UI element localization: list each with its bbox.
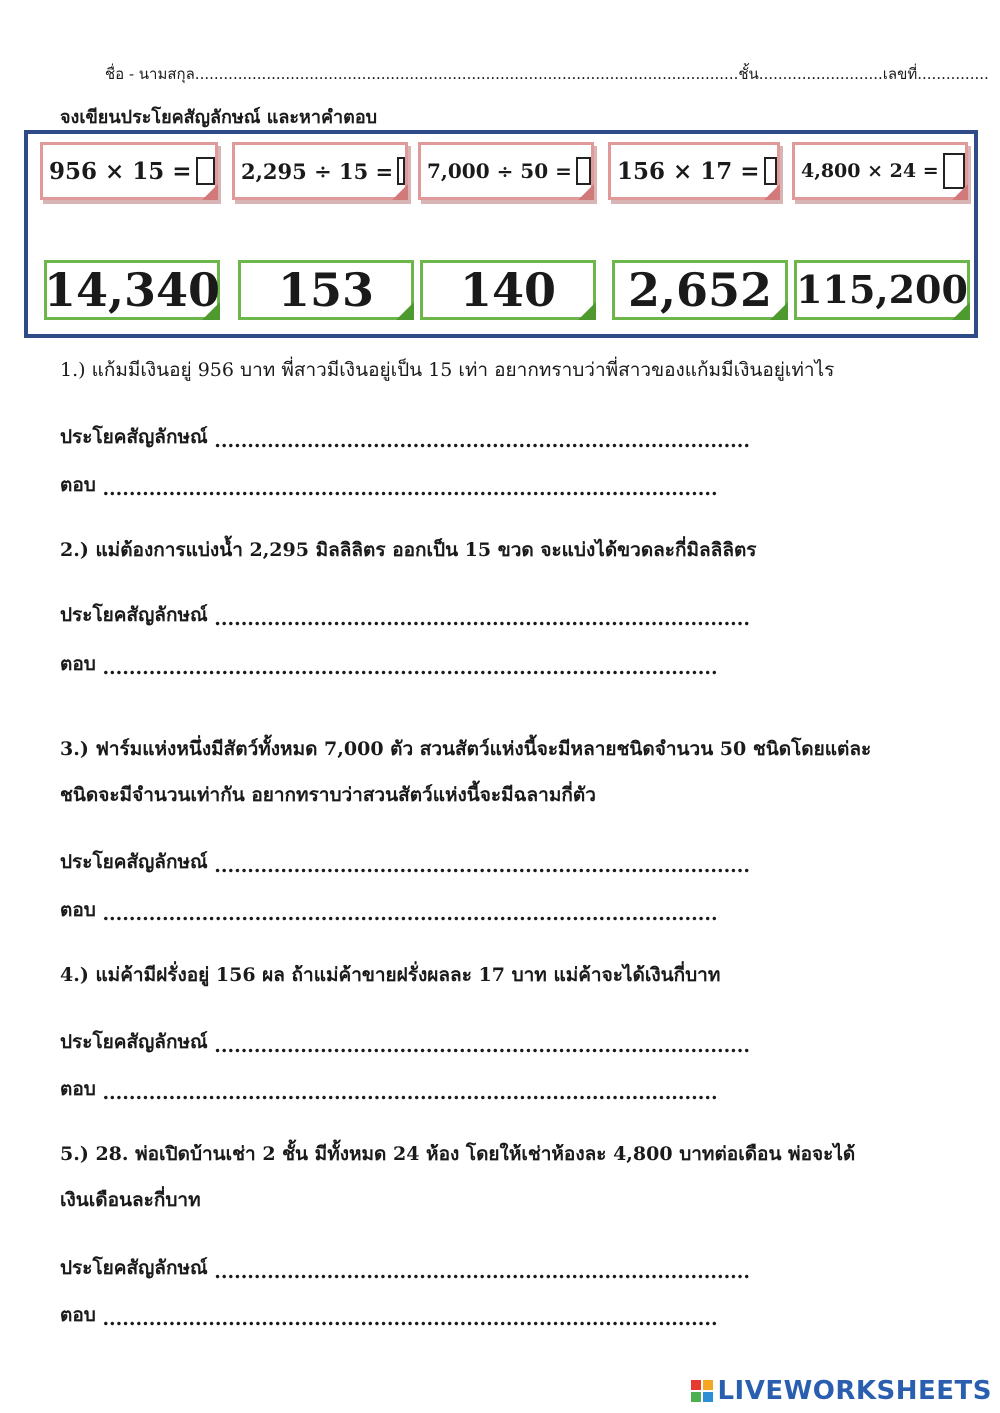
- answer-tile-value: 153: [277, 263, 375, 317]
- student-info-header: [105, 62, 989, 86]
- brand-name: LIVEWORKSHEETS: [717, 1376, 992, 1406]
- answer-input[interactable]: .............................................................................................: [102, 1308, 718, 1330]
- page-fold-icon: [952, 302, 970, 320]
- answer-tile-value: 140: [459, 263, 557, 317]
- symbol-sentence-row: [60, 847, 751, 877]
- question-5-line-2: เงินเดือนละกี่บาท: [60, 1189, 201, 1211]
- liveworksheets-logo-icon: [691, 1380, 713, 1402]
- answer-input[interactable]: .............................................................................................: [102, 903, 718, 925]
- answer-row: [60, 470, 718, 500]
- answer-row: [60, 1300, 718, 1330]
- symbol-sentence-label: ประโยคสัญลักษณ์: [60, 426, 208, 448]
- symbol-sentence-label: ประโยคสัญลักษณ์: [60, 851, 208, 873]
- answer-input[interactable]: .............................................................................................: [102, 478, 718, 500]
- question-2: 2.) แม่ต้องการแบ่งน้ำ 2,295 มิลลิลิตร ออกเป็น 15 ขวด จะแบ่งได้ขวดละกี่มิลลิลิตร: [60, 539, 757, 561]
- answer-label: ตอบ: [60, 899, 96, 921]
- liveworksheets-brand: [691, 1376, 992, 1406]
- equation-text: 956 × 15 =: [49, 157, 192, 185]
- question-1: 1.) แก้มมีเงินอยู่ 956 บาท พี่สาวมีเงินอยู่เป็น 15 เท่า อยากทราบว่าพี่สาวของแก้มมีเงินอยู่เท่าไร: [60, 359, 835, 381]
- answer-row: [60, 1074, 718, 1104]
- equation-card: [608, 142, 780, 200]
- page-fold-icon: [578, 184, 594, 200]
- symbol-sentence-input[interactable]: .................................................................................: [214, 1261, 751, 1283]
- equation-text: 7,000 ÷ 50 =: [427, 159, 572, 183]
- symbol-sentence-row: [60, 600, 751, 630]
- answer-tile-value: 115,200: [796, 267, 968, 312]
- number-label: เลขที่: [882, 65, 918, 83]
- answer-tile[interactable]: [612, 260, 788, 320]
- question-3-line-1: 3.) ฟาร์มแห่งหนึ่งมีสัตว์ทั้งหมด 7,000 ตัว สวนสัตว์แห่งนี้จะมีหลายชนิดจำนวน 50 ชนิดโดยแต่ละ: [60, 738, 872, 760]
- equation-card: [418, 142, 594, 200]
- answer-row: [60, 895, 718, 925]
- answer-label: ตอบ: [60, 1304, 96, 1326]
- answer-label: ตอบ: [60, 653, 96, 675]
- logo-square: [703, 1392, 713, 1402]
- instruction-heading: จงเขียนประโยคสัญลักษณ์ และหาคำตอบ: [60, 107, 378, 128]
- logo-square: [703, 1380, 713, 1390]
- class-label: ชั้น: [738, 65, 759, 83]
- number-field[interactable]: ...............: [917, 65, 989, 83]
- symbol-sentence-input[interactable]: .................................................................................: [214, 608, 751, 630]
- page-fold-icon: [202, 184, 218, 200]
- page-fold-icon: [578, 302, 596, 320]
- symbol-sentence-row: [60, 422, 751, 452]
- symbol-sentence-input[interactable]: .................................................................................: [214, 855, 751, 877]
- answer-tile[interactable]: [44, 260, 220, 320]
- name-field[interactable]: ..................................................................................................................: [194, 65, 739, 83]
- answer-drop-box[interactable]: [196, 157, 215, 185]
- answer-row: [60, 649, 718, 679]
- logo-square: [691, 1392, 701, 1402]
- symbol-sentence-row: [60, 1027, 751, 1057]
- equation-text: 2,295 ÷ 15 =: [241, 158, 394, 184]
- answer-input[interactable]: .............................................................................................: [102, 1082, 718, 1104]
- answer-tile-value: 2,652: [627, 263, 773, 317]
- page-fold-icon: [952, 184, 968, 200]
- answer-input[interactable]: .............................................................................................: [102, 657, 718, 679]
- equation-text: 4,800 × 24 =: [801, 160, 939, 182]
- page-fold-icon: [770, 302, 788, 320]
- symbol-sentence-input[interactable]: .................................................................................: [214, 430, 751, 452]
- question-5-line-1: 5.) 28. พ่อเปิดบ้านเช่า 2 ชั้น มีทั้งหมด 24 ห้อง โดยให้เช่าห้องละ 4,800 บาทต่อเดือน พ่อจะได้: [60, 1143, 856, 1165]
- answer-tile[interactable]: [238, 260, 414, 320]
- symbol-sentence-label: ประโยคสัญลักษณ์: [60, 1031, 208, 1053]
- equation-card: [232, 142, 408, 200]
- symbol-sentence-row: [60, 1253, 751, 1283]
- equation-card: [792, 142, 968, 200]
- answer-label: ตอบ: [60, 474, 96, 496]
- equation-card: [40, 142, 218, 200]
- question-3-line-2: ชนิดจะมีจำนวนเท่ากัน อยากทราบว่าสวนสัตว์แห่งนี้จะมีฉลามกี่ตัว: [60, 784, 596, 806]
- answer-tile[interactable]: [794, 260, 970, 320]
- class-field[interactable]: ..........................: [758, 65, 883, 83]
- answer-drop-box[interactable]: [397, 157, 405, 185]
- page-fold-icon: [392, 184, 408, 200]
- answer-drop-box[interactable]: [576, 157, 591, 185]
- symbol-sentence-label: ประโยคสัญลักษณ์: [60, 604, 208, 626]
- answer-drop-box[interactable]: [764, 157, 777, 185]
- answer-tile-value: 14,340: [43, 263, 221, 317]
- name-label: ชื่อ - นามสกุล: [105, 65, 195, 83]
- symbol-sentence-input[interactable]: .................................................................................: [214, 1035, 751, 1057]
- logo-square: [691, 1380, 701, 1390]
- answer-tile[interactable]: [420, 260, 596, 320]
- answer-label: ตอบ: [60, 1078, 96, 1100]
- page-fold-icon: [396, 302, 414, 320]
- page-fold-icon: [202, 302, 220, 320]
- equation-text: 156 × 17 =: [617, 157, 760, 185]
- question-4: 4.) แม่ค้ามีฝรั่งอยู่ 156 ผล ถ้าแม่ค้าขายฝรั่งผลละ 17 บาท แม่ค้าจะได้เงินกี่บาท: [60, 964, 721, 986]
- symbol-sentence-label: ประโยคสัญลักษณ์: [60, 1257, 208, 1279]
- page-fold-icon: [764, 184, 780, 200]
